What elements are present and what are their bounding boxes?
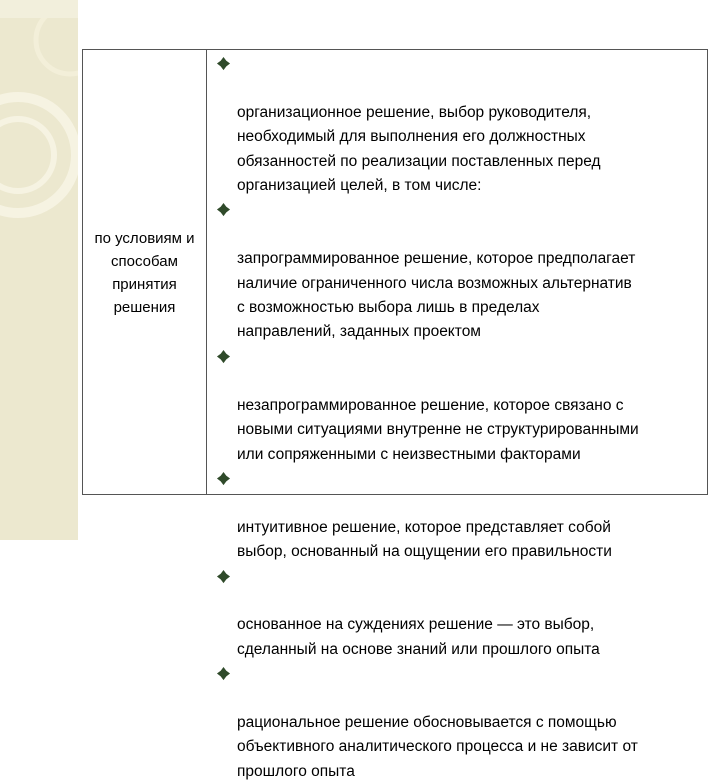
diamond-bullet-icon <box>216 471 231 486</box>
list-item-text: интуитивное решение, которое представляет собой выбор, основанный на ощущении его правильности <box>237 518 612 561</box>
list-item-text: запрограммированное решение, которое предполагает наличие ограниченного числа возможных альтернатив с возможностью выбора лишь в пределах направлений, заданных проектом <box>237 250 636 341</box>
list-item <box>215 198 707 344</box>
diamond-bullet-icon <box>216 56 231 71</box>
list-item <box>215 52 707 198</box>
list-item-text: рациональное решение обосновывается с помощью объективного аналитического процесса и не зависит от прошлого опыта <box>237 713 638 780</box>
diamond-bullet-icon <box>216 666 231 681</box>
list-item-text: незапрограммированное решение, которое связано с новыми ситуациями внутренне не структурированными или сопряженными с неизвестными факторами <box>237 396 639 463</box>
diamond-bullet-icon <box>216 349 231 364</box>
list-item <box>215 467 707 565</box>
list-item <box>215 345 707 467</box>
diamond-bullet-icon <box>216 569 231 584</box>
category-cell <box>83 50 207 494</box>
list-item <box>215 565 707 663</box>
list-item <box>215 662 707 784</box>
decorative-side-strip <box>0 0 78 540</box>
decorative-rings <box>0 0 78 540</box>
list-item-text: основанное на суждениях решение — это выбор, сделанный на основе знаний или прошлого опыта <box>237 616 600 658</box>
list-item-text: организационное решение, выбор руководителя, необходимый для выполнения его должностных обязанностей по реализации поставленных перед организацией целей, в том числе: <box>237 103 601 195</box>
decision-classification-table <box>82 49 708 780</box>
diamond-bullet-icon <box>216 202 231 217</box>
category-label: по условиям и способам принятия решения <box>94 230 195 316</box>
decision-types-list <box>207 50 707 780</box>
